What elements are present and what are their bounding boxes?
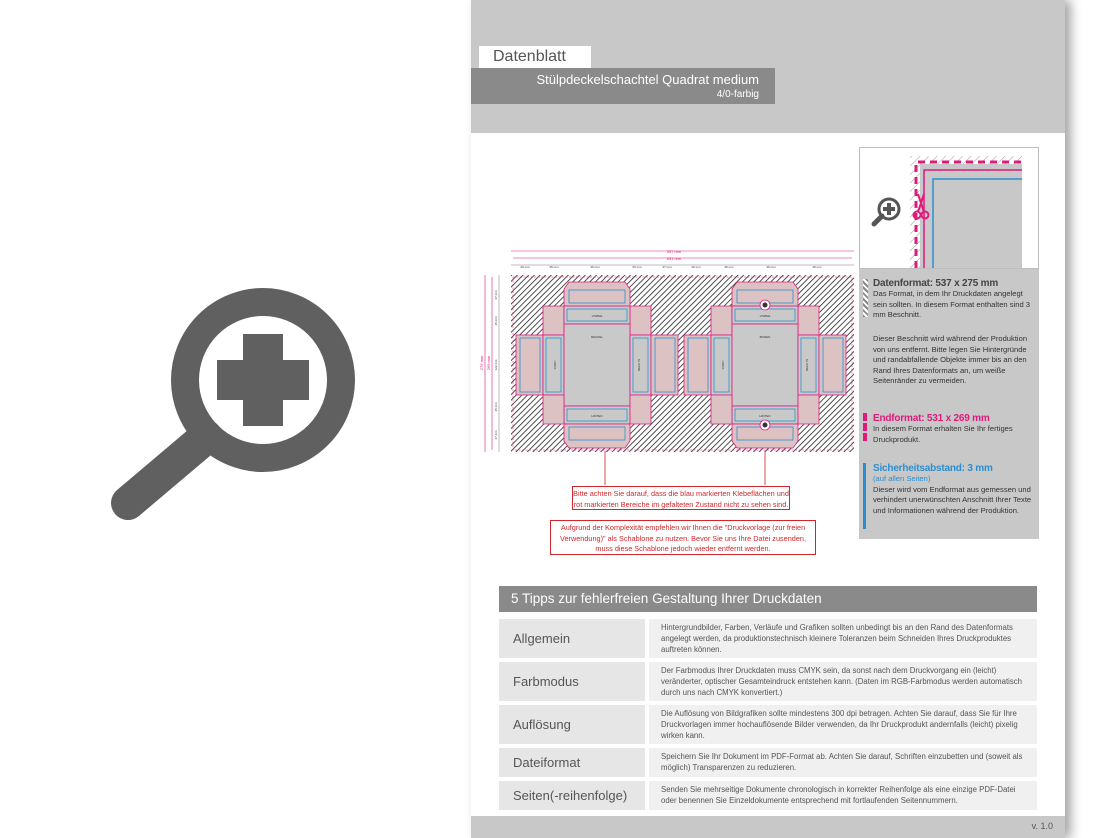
tip-text: Hintergrundbilder, Farben, Verläufe und Grafiken sollten unbedingt bis an den Rand des Datenformats angelegt werden, da produktionstechnisch kleinere Toleranzen beim Schneiden Ihres Druckproduktes auftreten können. xyxy=(649,619,1037,658)
dim-seg-8: 46 mm xyxy=(766,265,776,269)
dim-left-5: 47 mm xyxy=(494,430,498,440)
format-info-panel xyxy=(859,269,1039,539)
dim-left-3: 122 mm xyxy=(494,359,498,371)
dim-seg-7: 36 mm xyxy=(724,265,734,269)
panel-label-right-b: RECHTS xyxy=(805,358,809,372)
datenformat-section xyxy=(873,278,1033,321)
tip-text: Senden Sie mehrseitige Dokumente chronologisch in korrekter Reihenfolge als eine einzige PDF-Datei oder benennen Sie Einzeldokumente entsprechend mit fortlaufenden Seitennummern. xyxy=(649,781,1037,810)
tip-row-dateiformat xyxy=(499,748,1037,777)
dieline-drawing xyxy=(479,245,867,560)
panel-label-front-a: VORNE xyxy=(591,314,603,318)
glue-area-note: Bitte achten Sie darauf, dass die blau markierten Klebeflächen und rot markierten Bereiche im gefalteten Zustand nicht zu sehen sind. xyxy=(572,486,790,510)
dim-left-1: 47 mm xyxy=(494,290,498,300)
endformat-section xyxy=(873,413,1033,445)
panel-label-left-a: LINKS xyxy=(553,360,557,370)
panel-label-front-b: VORNE xyxy=(759,314,771,318)
dim-left-2: 35 mm xyxy=(494,316,498,326)
color-mode: 4/0-farbig xyxy=(716,89,759,100)
dim-seg-5: 47 mm xyxy=(662,265,672,269)
dim-seg-3: 46 mm xyxy=(590,265,600,269)
sicherheit-bar xyxy=(863,463,866,529)
dim-left-4: 35 mm xyxy=(494,402,498,412)
format-preview xyxy=(859,147,1039,269)
tip-row-farbmodus xyxy=(499,662,1037,701)
tip-label: Auflösung xyxy=(499,705,645,744)
zoom-icon-small[interactable] xyxy=(870,195,904,229)
datasheet-page xyxy=(471,0,1065,838)
sicherheit-sub: (auf allen Seiten) xyxy=(873,474,931,483)
endformat-text: In diesem Format erhalten Sie Ihr fertiges Druckprodukt. xyxy=(873,424,1013,444)
product-title: Stülpdeckelschachtel Quadrat medium xyxy=(536,72,759,87)
datasheet-tab: Datenblatt xyxy=(479,46,591,68)
beschnitt-section xyxy=(873,334,1033,387)
template-note: Aufgrund der Komplexität empfehlen wir Ihnen die "Druckvorlage (zur freien Verwendung)" als Schablone zu nutzen. Bevor Sie uns Ihre Datei zusenden, muss diese Schablone jedoch wieder entfernt werden. xyxy=(550,520,816,555)
tip-row-seiten xyxy=(499,781,1037,810)
dim-trim-width: 531 mm xyxy=(666,256,682,261)
panel-label-left-b: LINKS xyxy=(721,360,725,370)
panel-label-back-a: HINTEN xyxy=(591,414,603,418)
tip-row-aufloesung xyxy=(499,705,1037,744)
dim-seg-6: 46 mm xyxy=(691,265,701,269)
tip-label: Farbmodus xyxy=(499,662,645,701)
beschnitt-text: Dieser Beschnitt wird während der Produktion von uns entfernt. Bitte legen Sie Hintergründe und randabfallende Objekte immer bis an den Rand Ihres Datenformats an, um weiße Seitenränder zu vermeiden. xyxy=(873,334,1028,385)
version-label: v. 1.0 xyxy=(1031,821,1053,831)
zoom-in-icon[interactable] xyxy=(100,285,370,525)
datenformat-bar xyxy=(863,279,868,317)
tip-label: Dateiformat xyxy=(499,748,645,777)
dim-seg-1: 46 mm xyxy=(520,265,530,269)
endformat-title: Endformat: 531 x 269 mm xyxy=(873,413,990,424)
tip-text: Die Auflösung von Bildgrafiken sollte mindestens 300 dpi betragen. Achten Sie darauf, dass Sie für Ihre Druckvorlagen immer hochauflösende Bilder verwenden, da Ihr Druckprodukt andernfalls (leicht) pixelig wirken kann. xyxy=(649,705,1037,744)
tip-text: Der Farbmodus Ihrer Druckdaten muss CMYK sein, da sonst nach dem Druckvorgang ein (leicht) veränderter, optischer Gesamteindruck entstehen kann. (Daten im RGB-Farbmodus werden automatisch durch uns nach CMYK konvertiert.) xyxy=(649,662,1037,701)
tip-row-allgemein xyxy=(499,619,1037,658)
dim-seg-9: 46 mm xyxy=(812,265,822,269)
panel-label-lid: DECKEL xyxy=(590,335,604,339)
datenformat-title: Datenformat: 537 x 275 mm xyxy=(873,278,999,289)
panel-label-back-b: HINTEN xyxy=(759,414,771,418)
footer-band xyxy=(471,816,1065,838)
tip-label: Allgemein xyxy=(499,619,645,658)
panel-label-right-a: RECHTS xyxy=(637,358,641,372)
tip-label: Seiten(-reihenfolge) xyxy=(499,781,645,810)
dim-trim-height: 269 mm xyxy=(486,355,491,371)
tips-heading: 5 Tipps zur fehlerfreien Gestaltung Ihrer Druckdaten xyxy=(499,586,1037,612)
dim-seg-4: 35 mm xyxy=(632,265,642,269)
datenformat-text: Das Format, in dem Ihr Druckdaten angelegt sein sollten. In diesem Format enthalten sind 3 mm Beschnitt. xyxy=(873,289,1031,319)
dim-total-width: 537 mm xyxy=(666,249,682,254)
sicherheit-title: Sicherheitsabstand: 3 mm xyxy=(873,463,993,474)
tip-text: Speichern Sie Ihr Dokument im PDF-Format ab. Achten Sie darauf, Schriften einzubetten und (soweit als möglich) Transparenzen zu reduzieren. xyxy=(649,748,1037,777)
dim-total-height: 275 mm xyxy=(479,355,484,371)
panel-label-base: BODEN xyxy=(759,335,771,339)
endformat-bar xyxy=(863,413,868,441)
scissors-icon xyxy=(912,190,930,222)
sicherheit-section xyxy=(873,463,1035,516)
product-title-box xyxy=(471,68,775,104)
dim-seg-2: 35 mm xyxy=(549,265,559,269)
sicherheit-text: Dieser wird vom Endformat aus gemessen und verhindert unerwünschten Anschnitt Ihrer Texte und Informationen während der Produktion. xyxy=(873,484,1032,515)
